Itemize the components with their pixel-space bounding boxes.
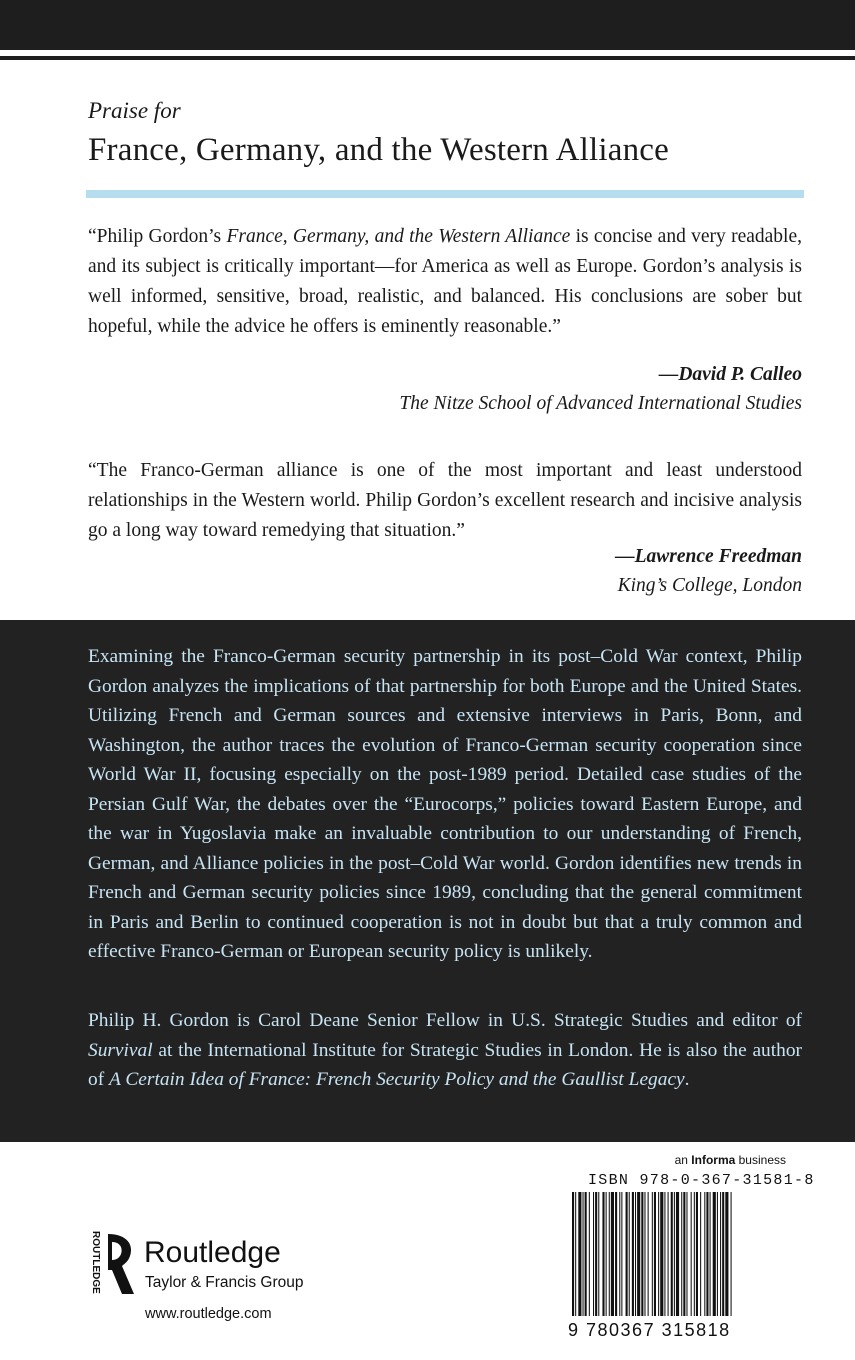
quote-author: —Lawrence Freedman [615,546,802,567]
barcode-bar [713,1192,716,1316]
barcode-bar [583,1192,584,1316]
description-panel [0,620,855,1142]
book-title: France, Germany, and the Western Alliance [88,132,669,168]
other-book-title: A Certain Idea of France: French Security Policy and the Gaullist Legacy [109,1069,685,1090]
barcode-bar [589,1192,590,1316]
barcode-bar [652,1192,653,1316]
barcode-icon [570,1192,786,1316]
barcode-bar [602,1192,604,1316]
barcode-bar [710,1192,711,1316]
praise-label: Praise for [88,98,181,123]
logo-vertical-text: ROUTLEDGE [90,1231,101,1294]
barcode-bar [598,1192,599,1316]
barcode-bar [725,1192,728,1316]
barcode-bar [722,1192,724,1316]
barcode-bar [696,1192,698,1316]
isbn-label: ISBN 978-0-367-31581-8 [588,1172,815,1189]
barcode-bar [593,1192,594,1316]
barcode-bar [694,1192,695,1316]
barcode-bar [637,1192,640,1316]
barcode-digits: 9 780367 315818 [568,1320,731,1340]
barcode-bar [686,1192,687,1316]
barcode-bar [676,1192,679,1316]
barcode-bar [671,1192,673,1316]
attribution-freedman [615,542,802,600]
barcode-bar [615,1192,617,1316]
routledge-logo-icon [82,1228,142,1300]
barcode-bar [660,1192,663,1316]
publisher-url[interactable]: www.routledge.com [145,1306,272,1322]
barcode-bar [606,1192,607,1316]
barcode-bar [658,1192,659,1316]
barcode-bar [632,1192,634,1316]
journal-title: Survival [88,1039,153,1061]
barcode-bar [619,1192,620,1316]
barcode-bar [668,1192,669,1316]
barcode-bar [704,1192,705,1316]
author-bio: Philip H. Gordon is Carol Deane Senior Fellow in U.S. Strategic Studies and editor of Survival at the International Institute for Strategic Studies in London. He is also the author of A Certain Idea of France: French Security Policy and the Gaullist Legacy. [88,1010,802,1090]
book-description: Examining the Franco-German security partnership in its post–Cold War context, Philip Gordon analyzes the implications of that partnership for both Europe and the United States. Utilizing French and German sources and extensive interviews in Paris, Bonn, and Washington, the author traces the evolution of Franco-German security cooperation since World War II, focusing especially on the post-1989 period. Detailed case studies of the Persian Gulf War, the debates over the “Eurocorps,” policies toward Eastern Europe, and the war in Yugoslavia make an invaluable contribution to our understanding of French, German, and Alliance policies in the post–Cold War world. Gordon identifies new trends in French and German security policies since 1989, concluding that the general commitment in Paris and Berlin to continued cooperation is not in doubt but that a truly common and effective Franco-German or European security policy is unlikely. [88,646,802,962]
barcode-bar [629,1192,630,1316]
barcode-bar [635,1192,636,1316]
quoted-book-title: France, Germany, and the Western Alliance [226,226,571,247]
barcode-bar [664,1192,665,1316]
barcode-bar [585,1192,587,1316]
quote-affiliation: King’s College, London [617,575,802,596]
barcode-bar [609,1192,610,1316]
barcode-bar [644,1192,645,1316]
barcode-bar [626,1192,628,1316]
barcode-bar [681,1192,682,1316]
publisher-group: Taylor & Francis Group [145,1274,304,1291]
top-rule [0,56,855,60]
barcode-bar [683,1192,685,1316]
quote-affiliation: The Nitze School of Advanced International Studies [399,393,802,414]
barcode-bar [611,1192,614,1316]
publisher-name: Routledge [144,1236,281,1269]
barcode-bar [720,1192,721,1316]
barcode-bar [578,1192,581,1316]
barcode-bar [700,1192,701,1316]
quote-calleo: “Philip Gordon’s France, Germany, and the Western Alliance is concise and very readable, and its subject is critically important—for America as well as Europe. Gordon’s analysis is well informed, sensitive, broad, realistic, and balanced. His conclusions are sober but hopeful, while the advice he offers is eminently reasonable.” [88,226,802,337]
barcode-bar [641,1192,643,1316]
barcode-bar [648,1192,649,1316]
quote-freedman: “The Franco-German alliance is one of the most important and least understood relationships in the Western world. Philip Gordon’s excellent research and incisive analysis go a long way toward remedying that situation.” [88,460,802,541]
top-dark-band [0,0,855,50]
barcode-bar [572,1192,574,1316]
barcode-bar [706,1192,708,1316]
informa-business-line: an Informa business [674,1153,786,1167]
barcode-bar [691,1192,692,1316]
barcode-bar [595,1192,597,1316]
barcode-bar [731,1192,732,1316]
barcode-bar [575,1192,576,1316]
quote-author: —David P. Calleo [658,364,802,385]
barcode-bar [717,1192,718,1316]
accent-rule [86,190,804,198]
barcode-bar [621,1192,622,1316]
attribution-calleo [399,360,802,418]
informa-brand: Informa [691,1153,736,1167]
barcode-bar [654,1192,656,1316]
barcode-bar [674,1192,675,1316]
